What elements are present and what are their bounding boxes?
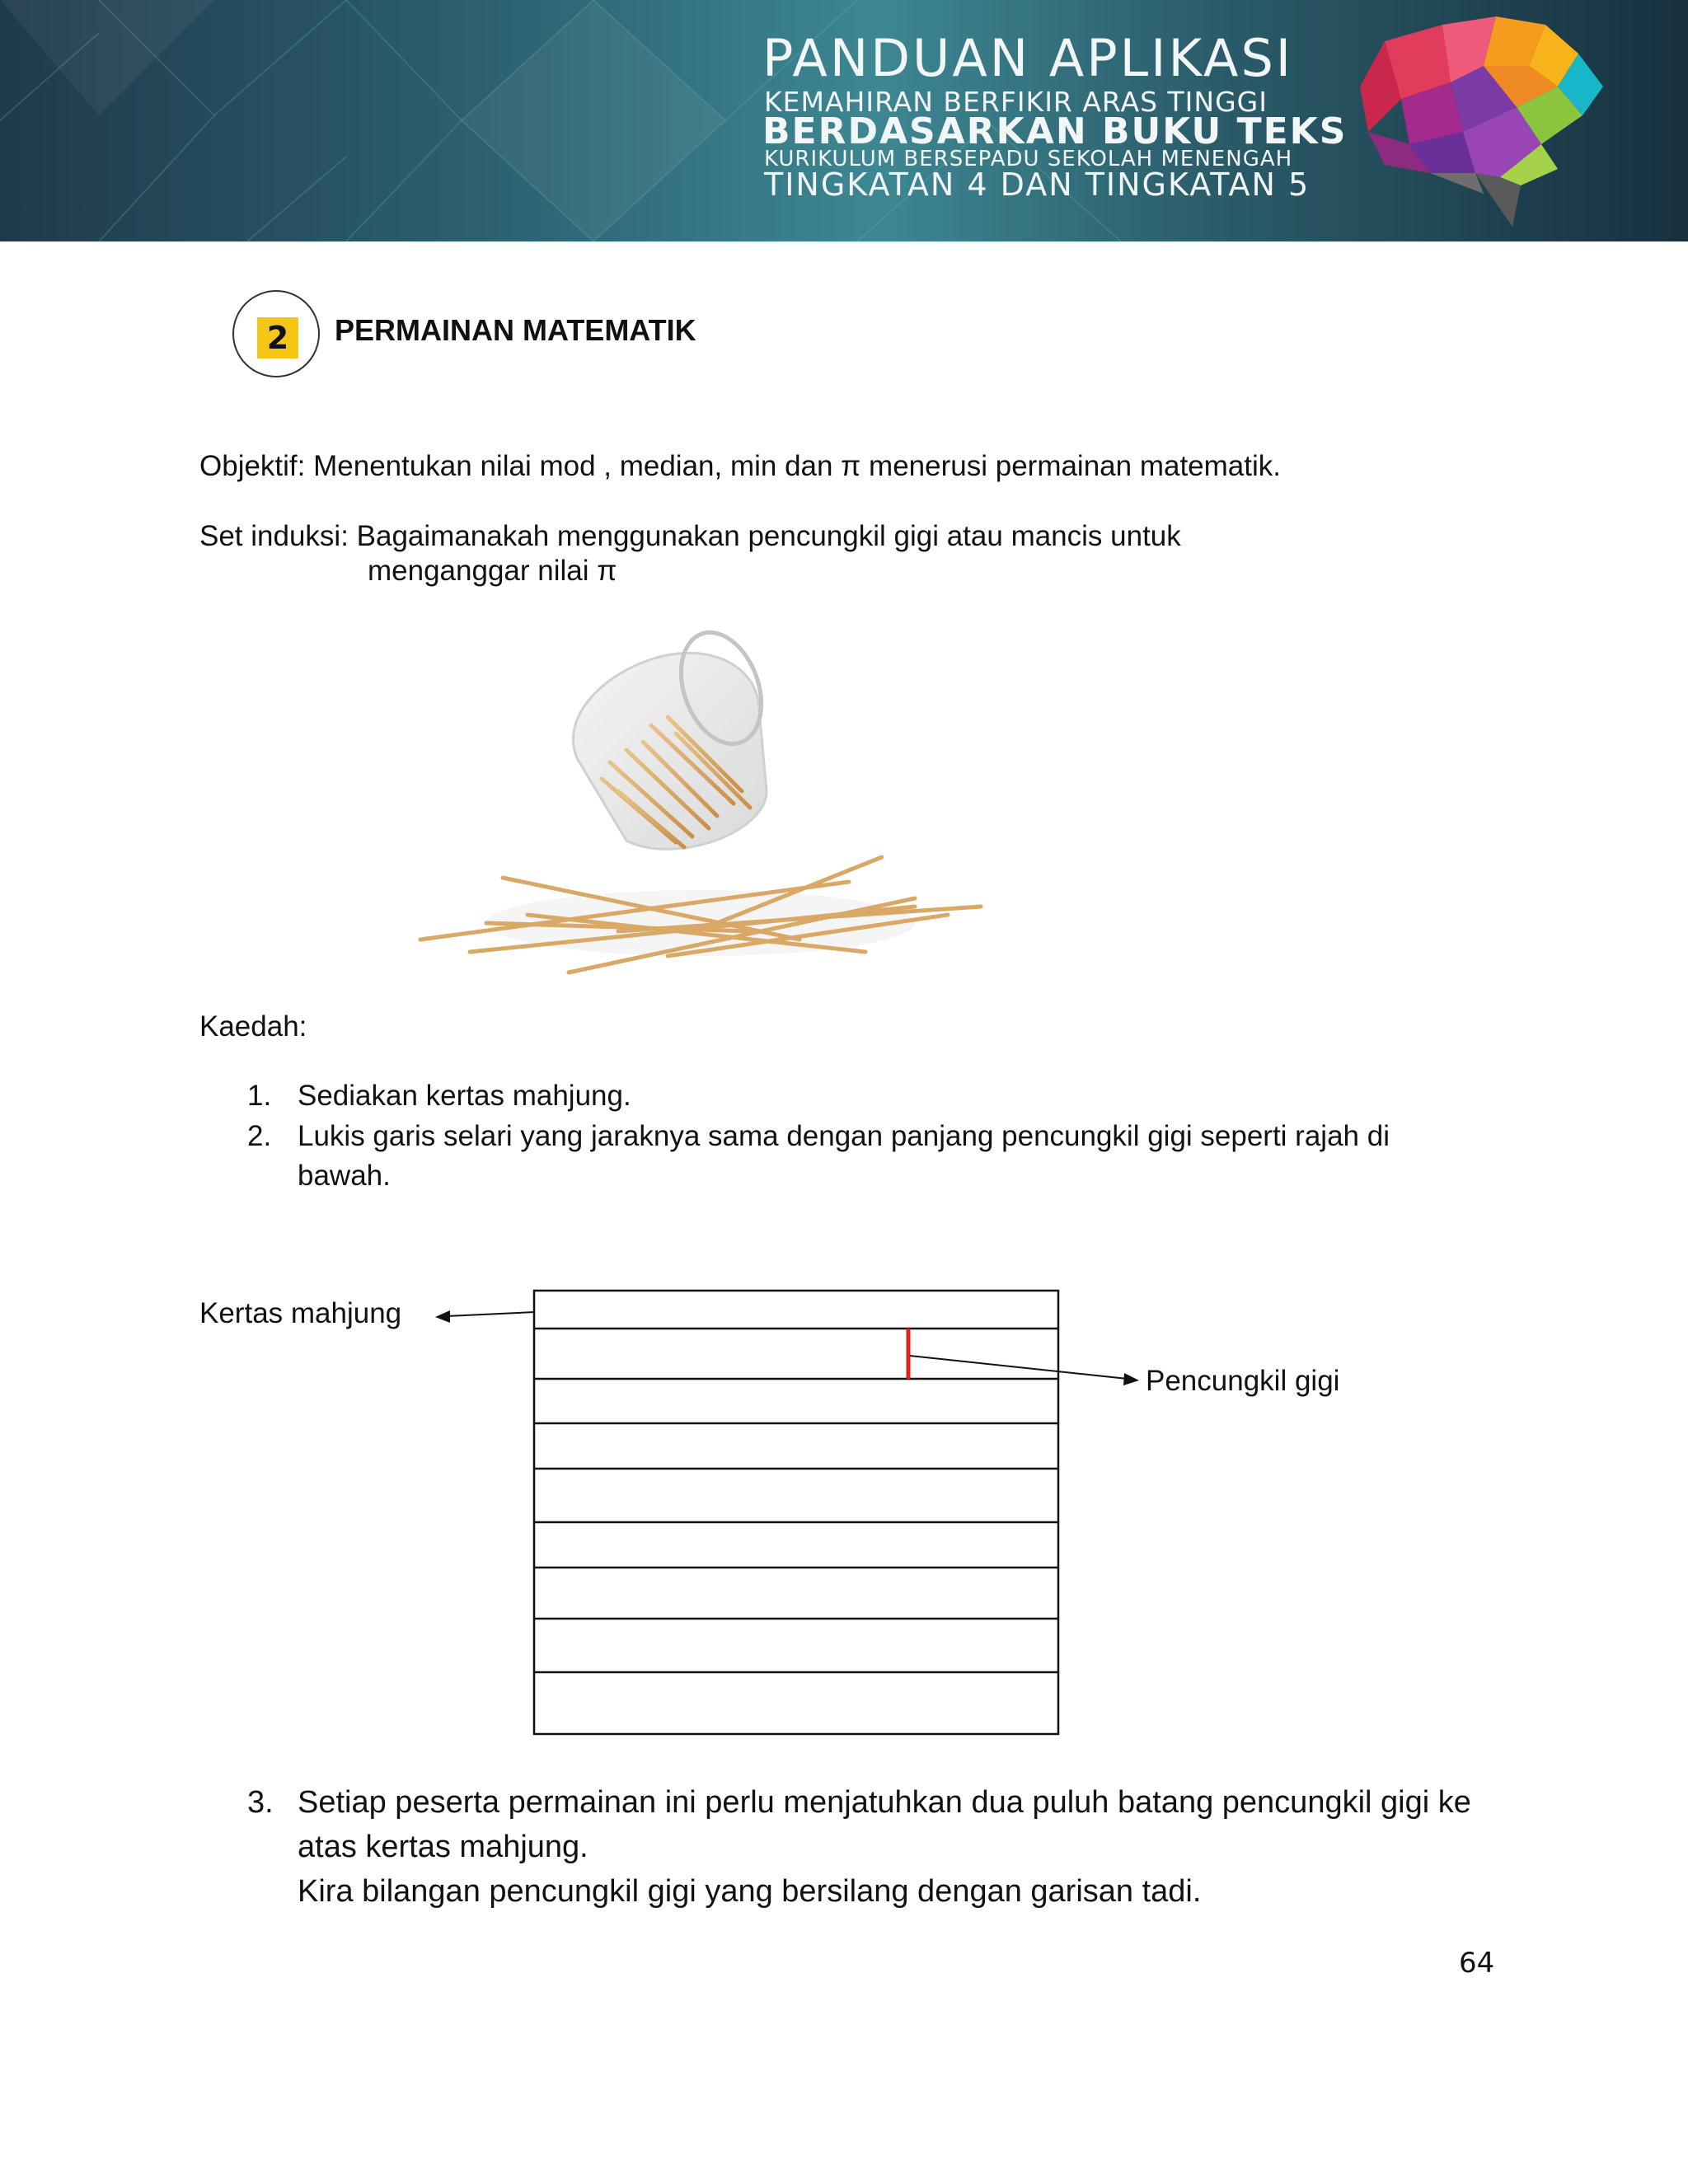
step-1-text: Sediakan kertas mahjung. [298,1080,631,1112]
step-2-text: Lukis garis selari yang jaraknya sama dengan panjang pencungkil gigi seperti rajah di bawah. [298,1120,1390,1192]
step-1-number: 1. [247,1080,272,1112]
toothpick-jar-photo [404,626,1006,1014]
section-number-badge: 2 [257,317,298,359]
arrow-head-right-icon [1123,1373,1139,1385]
mahjong-paper-rect [534,1291,1058,1734]
set-induction-line-1: Set induksi: Bagaimanakah menggunakan pencungkil gigi atau mancis untuk [199,520,1181,552]
mahjong-paper-label: Kertas mahjung [199,1297,402,1329]
method-label: Kaedah: [199,1010,307,1043]
arrow-to-kertas-label [447,1312,534,1316]
banner-line-3: KURIKULUM BERSEPADU SEKOLAH MENENGAH [764,147,1293,171]
page-number: 64 [1459,1947,1495,1980]
arrow-head-left-icon [435,1310,450,1323]
objective-text: Objektif: Menentukan nilai mod , median, min dan π menerusi permainan matematik. [199,450,1281,482]
step-3-text: Setiap peserta permainan ini perlu menjatuhkan dua puluh batang pencungkil gigi ke atas kertas mahjung. [298,1785,1471,1864]
section-title: PERMAINAN MATEMATIK [335,313,696,347]
step-2-number: 2. [247,1120,272,1152]
set-induction-line-2: menganggar nilai π [368,555,617,587]
parallel-lines-diagram [412,1277,1154,1747]
banner-line-4: TINGKATAN 4 DAN TINGKATAN 5 [764,166,1311,203]
brain-logo-icon [1352,8,1615,231]
header-banner [0,0,1688,241]
banner-title: PANDUAN APLIKASI [762,28,1294,88]
toothpick-label: Pencungkil gigi [1146,1365,1340,1397]
banner-line-2: BERDASARKAN BUKU TEKS [762,110,1348,152]
banner-line-1: KEMAHIRAN BERFIKIR ARAS TINGGI [764,86,1268,118]
step-3-text-continued: Kira bilangan pencungkil gigi yang bersilang dengan garisan tadi. [298,1874,1202,1909]
step-3-number: 3. [247,1785,274,1820]
